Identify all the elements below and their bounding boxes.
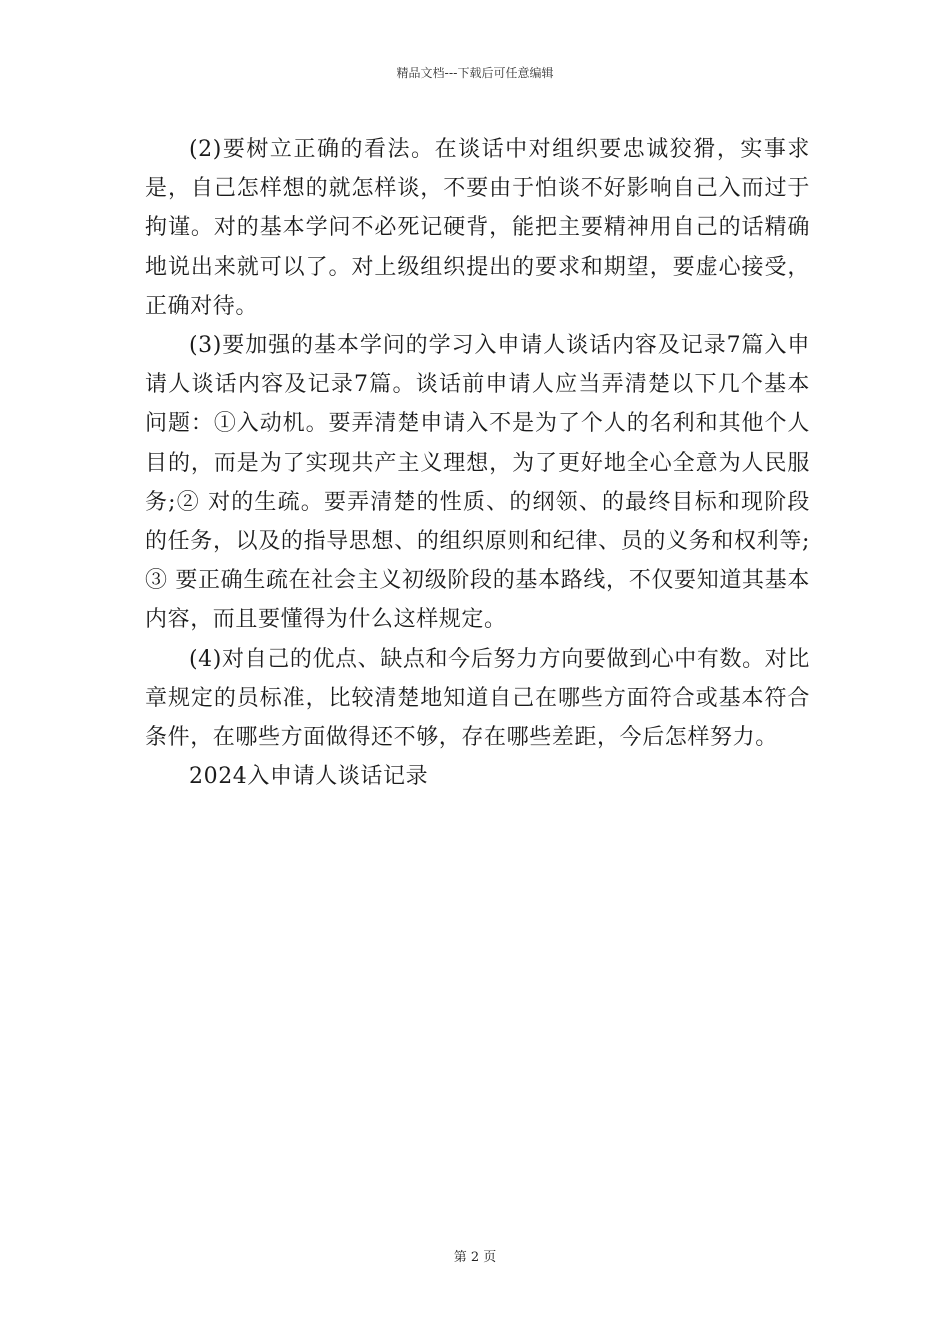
document-body	[145, 130, 810, 796]
page-number: 第 2 页	[453, 1250, 497, 1265]
paragraph-self-assessment: (4)对自己的优点、缺点和今后努力方向要做到心中有数。对比章规定的员标准，比较清楚地知道自己在哪些方面符合或基本符合条件，在哪些方面做得还不够，存在哪些差距，今后怎样努力。	[145, 646, 810, 751]
paragraph-record-title: 2024入申请人谈话记录	[189, 764, 429, 790]
paragraph-study: (3)要加强的基本学问的学习入申请人谈话内容及记录7篇入申请人谈话内容及记录7篇。谈话前申请人应当弄清楚以下几个基本问题：①入动机。要弄清楚申请入不是为了个人的名利和其他个人目的，而是为了实现共产主义理想，为了更好地全心全意为人民服务;② 对的生疏。要弄清楚的性质、的纲领、的最终目标和现阶段的任务，以及的指导思想、的组织原则和纪律、员的义务和权利等;③ 要正确生疏在社会主义初级阶段的基本路线，不仅要知道其基本内容，而且要懂得为什么这样规定。	[145, 333, 810, 633]
paragraph-attitude: (2)要树立正确的看法。在谈话中对组织要忠诚狡猾，实事求是，自己怎样想的就怎样谈，不要由于怕谈不好影响自己入而过于拘谨。对的基本学问不必死记硬背，能把主要精神用自己的话精确地说出来就可以了。对上级组织提出的要求和期望，要虚心接受，正确对待。	[145, 137, 810, 319]
page-header: 精品文档---下载后可任意编辑	[396, 66, 554, 80]
